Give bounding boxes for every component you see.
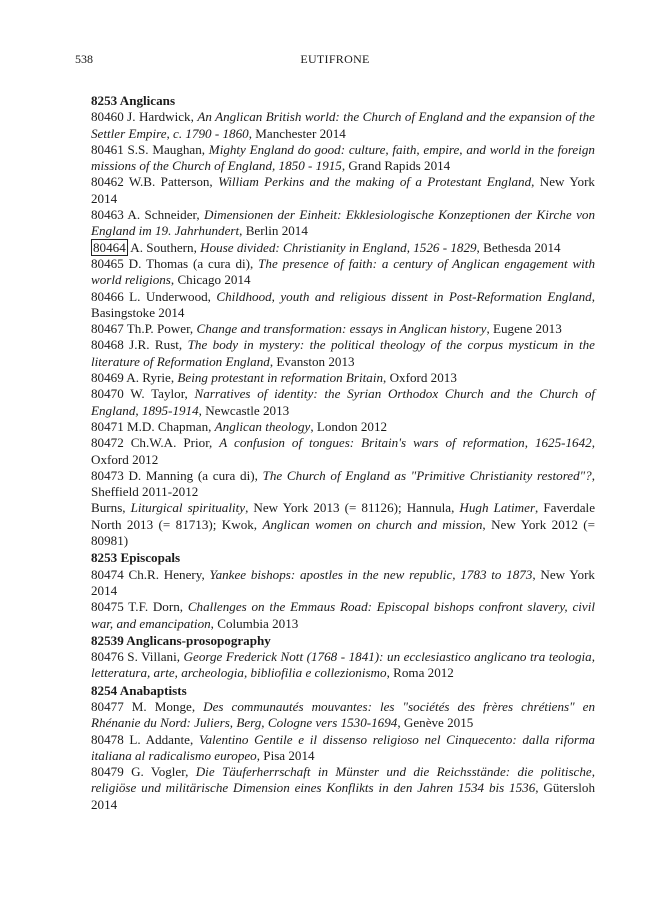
entry-number: 80471: [91, 418, 124, 434]
entry-title: The presence of faith: a century of Anglican engagement with world religions: [91, 255, 595, 288]
entry-publication: , London 2012: [310, 418, 388, 434]
entry-number: 80462: [91, 174, 124, 190]
bibliography-entry: [91, 370, 595, 386]
entry-author: A. Ryrie,: [126, 370, 175, 386]
entry-publication: , Chicago 2014: [170, 272, 251, 288]
entry-publication: , Evanston 2013: [269, 353, 355, 369]
entry-publication: , Genève 2015: [397, 715, 474, 731]
entry-title: Anglican theology: [214, 418, 311, 434]
entry-author: T.F. Dorn,: [128, 599, 184, 615]
entry-number: 80474: [91, 566, 124, 582]
entry-author: W.B. Patterson,: [128, 174, 213, 190]
entry-author: L. Underwood,: [129, 288, 211, 304]
running-title: EUTIFRONE: [300, 52, 370, 66]
bibliography-entry: [91, 699, 595, 732]
cross-ref-publication: , Faverdale North 2013 (= 81713);: [91, 500, 595, 532]
bibliography-entry: [91, 468, 595, 501]
entry-publication: , Newcastle 2013: [198, 402, 290, 418]
cross-references: [91, 500, 595, 549]
cross-ref-author: Burns,: [91, 500, 126, 516]
cross-ref-publication: , New York 2012 (= 80981): [91, 516, 596, 549]
bibliography-entry: [91, 174, 595, 207]
entry-author: J.R. Rust,: [129, 337, 183, 353]
entry-title: The Church of England as "Primitive Christianity restored"?: [262, 467, 592, 483]
entry-number: 80467: [91, 321, 124, 337]
entry-publication: , New York 2014: [91, 174, 595, 206]
entry-publication: , Berlin 2014: [239, 223, 308, 239]
entry-number: 80466: [91, 288, 124, 304]
entry-number: 80476: [91, 649, 124, 665]
entry-title: A confusion of tongues: Britain's wars of reformation, 1625-1642: [219, 435, 592, 451]
entry-number: 80478: [91, 731, 124, 747]
entry-number: 80479: [91, 764, 124, 780]
entry-author: W. Taylor,: [130, 386, 188, 402]
bibliography-entry: [91, 142, 595, 175]
entry-title: Narratives of identity: the Syrian Orthodox Church and the Church of England, 1895-1914: [91, 386, 596, 418]
entry-publication: , Oxford 2012: [91, 435, 595, 467]
entry-publication: , Grand Rapids 2014: [341, 158, 451, 174]
entry-title: An Anglican British world: the Church of England and the expansion of the Settler Empire, c. 1790 - 1860: [91, 109, 595, 141]
entry-author: A. Southern,: [130, 239, 197, 255]
entry-number: 80463: [91, 207, 124, 223]
entry-author: Ch.W.A. Prior,: [130, 435, 213, 451]
entry-author: D. Manning (a cura di),: [128, 467, 258, 483]
entry-author: Th.P. Power,: [126, 321, 194, 337]
entry-title: George Frederick Nott (1768 - 1841): un ecclesiastico anglicano tra teologia, letteratura, arte, archeologia, bibliofilia e collezionismo: [91, 649, 596, 681]
cross-ref-title: Anglican women on church and mission: [262, 516, 483, 532]
entry-publication: , Bethesda 2014: [476, 239, 561, 255]
entry-author: A. Schneider,: [127, 207, 200, 223]
entry-title: Yankee bishops: apostles in the new republic, 1783 to 1873: [209, 566, 533, 582]
entry-number: 80470: [91, 386, 124, 402]
entry-number: 80465: [91, 255, 124, 271]
entry-author: M. Monge,: [131, 698, 196, 714]
cross-ref-title: Hugh Latimer: [459, 500, 536, 516]
entry-author: S. Villani,: [127, 649, 180, 665]
entry-publication: , Eugene 2013: [486, 321, 562, 337]
entry-number: 80477: [91, 698, 124, 714]
entry-publication: , Pisa 2014: [256, 747, 315, 763]
bibliography-content: [91, 92, 595, 813]
entry-author: M.D. Chapman,: [127, 418, 212, 434]
entry-author: L. Addante,: [129, 731, 194, 747]
page-number: 538: [75, 52, 93, 66]
entry-title: Valentino Gentile e il dissenso religioso nel Cinquecento: dalla riforma italiana al radicalismo europeo: [91, 731, 595, 763]
section-heading: 8253 Anglicans: [91, 93, 176, 108]
entry-number: 80469: [91, 370, 124, 386]
section-heading: 82539 Anglicans-prosopography: [91, 632, 271, 648]
cross-ref-author: Kwok,: [221, 516, 258, 532]
bibliography-entry: [91, 732, 595, 765]
bibliography-entry: [91, 109, 595, 142]
entry-author: G. Vogler,: [131, 764, 189, 780]
entry-number: 80473: [91, 467, 124, 483]
entry-publication: , Sheffield 2011-2012: [91, 467, 595, 500]
bibliography-entry: [91, 207, 595, 240]
bibliography-entry: [91, 567, 595, 600]
entry-title: Des communautés mouvantes: les "sociétés des frères chrétiens" en Rhénanie du Nord: Juliers, Berg, Cologne vers 1530-1694: [91, 698, 596, 731]
entry-title: The body in mystery: the political theology of the corpus mysticum in the literature of Reformation England: [91, 337, 595, 369]
bibliography-entry: [91, 649, 595, 682]
entry-publication: , Columbia 2013: [210, 615, 299, 631]
entry-number: 80460: [91, 109, 124, 125]
entry-number: 80472: [91, 435, 124, 451]
entry-title: Challenges on the Emmaus Road: Episcopal bishops confront slavery, civil war, and emancipation: [91, 599, 596, 631]
entry-title: Change and transformation: essays in Anglican history: [196, 321, 487, 337]
bibliography-entry: [91, 240, 595, 256]
bibliography-entry: [91, 764, 595, 813]
bibliography-entry: [91, 435, 595, 468]
entry-title: Mighty England do good: culture, faith, empire, and world in the foreign missions of the Church of England, 1850 - 1915: [91, 141, 595, 174]
entry-author: D. Thomas (a cura di),: [128, 255, 254, 271]
entry-title: Childhood, youth and religious dissent in Post-Reformation England: [216, 288, 592, 304]
entry-title: House divided: Christianity in England, 1526 - 1829: [200, 239, 477, 255]
entry-number: 80475: [91, 599, 124, 615]
entry-publication: , Oxford 2013: [383, 370, 457, 386]
entry-number: 80468: [91, 337, 124, 353]
entry-publication: , Gütersloh 2014: [91, 780, 595, 812]
entry-publication: , Basingstoke 2014: [91, 288, 595, 320]
bibliography-entry: [91, 386, 595, 419]
page-header: [75, 52, 595, 70]
entry-title: Being protestant in reformation Britain: [177, 370, 384, 386]
bibliography-entry: [91, 419, 595, 435]
entry-number: 80461: [91, 141, 124, 157]
cross-ref-title: Liturgical spirituality: [130, 500, 246, 516]
entry-author: S.S. Maughan,: [127, 141, 206, 157]
bibliography-entry: [91, 599, 595, 632]
bibliography-entry: [91, 289, 595, 322]
entry-author: J. Hardwick,: [127, 109, 194, 125]
entry-publication: , New York 2014: [91, 566, 595, 598]
bibliography-entry: [91, 337, 595, 370]
cross-ref-author: Hannula,: [406, 500, 455, 516]
entry-title: Die Täuferherrschaft in Münster und die Reichsstände: die politische, religiöse und militärische Dimension eines Konflikts in den Jahren 1534 bis 1536: [91, 764, 596, 796]
bibliography-entry: [91, 321, 595, 337]
entry-number: 80464: [93, 239, 126, 255]
section-heading: 8254 Anabaptists: [91, 682, 187, 698]
bibliography-entry: [91, 256, 595, 289]
cross-ref-publication: , New York 2013 (= 81126);: [245, 500, 407, 516]
entry-author: Ch.R. Henery,: [128, 566, 205, 582]
entry-title: Dimensionen der Einheit: Ekklesiologische Konzeptionen der Kirche von England im 19. Jahrhundert: [91, 207, 595, 239]
entry-publication: , Roma 2012: [386, 665, 454, 681]
entry-title: William Perkins and the making of a Protestant England: [218, 174, 532, 190]
section-heading: 8253 Episcopals: [91, 550, 181, 566]
entry-publication: , Manchester 2014: [248, 125, 346, 141]
